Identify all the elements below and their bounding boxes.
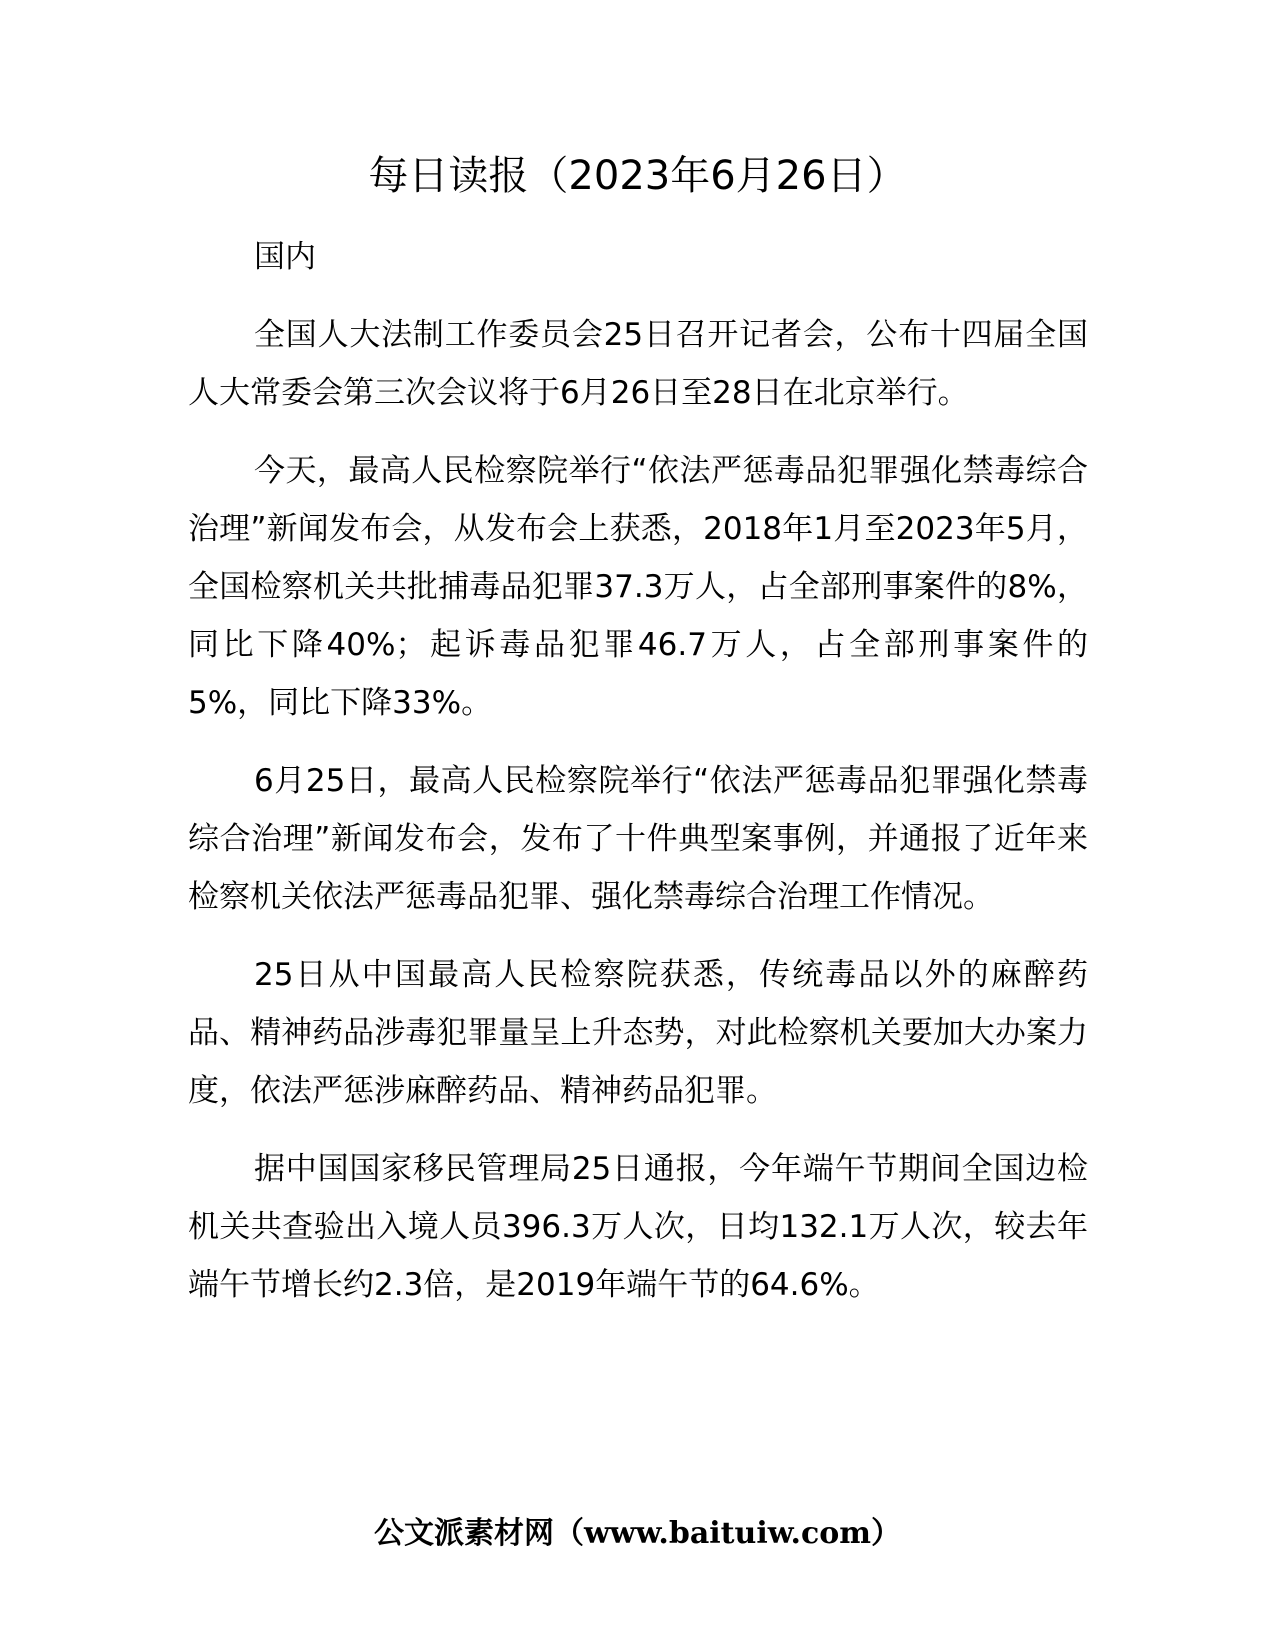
- section-heading: 国内: [254, 239, 316, 275]
- paragraph-5: 据中国国家移民管理局25日通报，今年端午节期间全国边检机关共查验出入境人员396.3万人次，日均132.1万人次，较去年端午节增长约2.3倍，是2019年端午节的64.6%。: [188, 1151, 1088, 1303]
- document-title: 每日读报（2023年6月26日）: [368, 153, 907, 199]
- document-footer: 公文派素材网（www.baituiw.com）: [373, 1516, 902, 1551]
- paragraph-4: 25日从中国最高人民检察院获悉，传统毒品以外的麻醉药品、精神药品涉毒犯罪量呈上升态势，对此检察机关要加大办案力度，依法严惩涉麻醉药品、精神药品犯罪。: [188, 957, 1088, 1109]
- paragraph-2: 今天，最高人民检察院举行“依法严惩毒品犯罪强化禁毒综合治理”新闻发布会，从发布会上获悉，2018年1月至2023年5月，全国检察机关共批捕毒品犯罪37.3万人，占全部刑事案件的8%，同比下降40%；起诉毒品犯罪46.7万人，占全部刑事案件的5%，同比下降33%。: [188, 453, 1088, 721]
- paragraph-1: 全国人大法制工作委员会25日召开记者会，公布十四届全国人大常委会第三次会议将于6月26日至28日在北京举行。: [188, 317, 1088, 411]
- paragraph-3: 6月25日，最高人民检察院举行“依法严惩毒品犯罪强化禁毒综合治理”新闻发布会，发布了十件典型案事例，并通报了近年来检察机关依法严惩毒品犯罪、强化禁毒综合治理工作情况。: [188, 763, 1088, 915]
- document-body: [188, 228, 1088, 1314]
